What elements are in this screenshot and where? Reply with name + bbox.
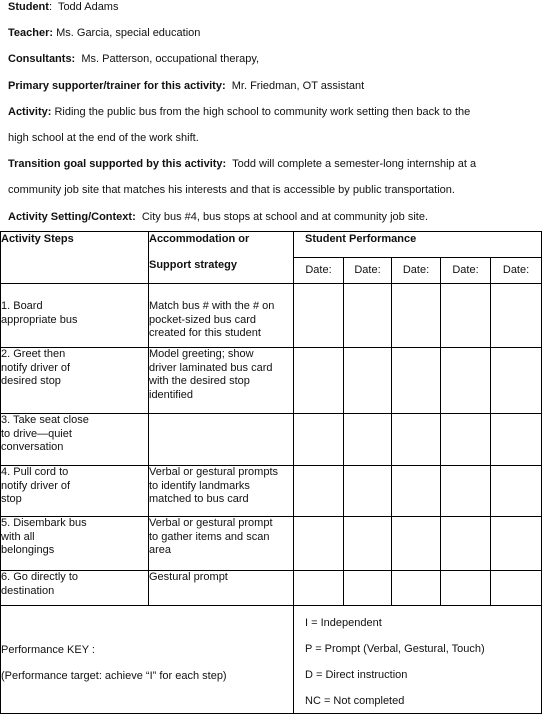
activity-value-1: Riding the public bus from the high school to community work setting then back to the bbox=[54, 106, 471, 118]
key-direct-instruction: D = Direct instruction bbox=[305, 669, 408, 681]
step-2-cell: 2. Greet then notify driver of desired stop bbox=[1, 348, 149, 414]
activity-steps-header: Activity Steps bbox=[1, 232, 149, 284]
setting-value: City bus #4, bus stops at school and at community job site. bbox=[141, 211, 429, 223]
activity-line-2 bbox=[8, 131, 536, 145]
header-row-1 bbox=[1, 232, 542, 258]
perf-3-5[interactable] bbox=[491, 414, 542, 466]
consultants-value: Ms. Patterson, occupational therapy, bbox=[81, 53, 260, 65]
activity-line bbox=[8, 105, 536, 119]
performance-key-legend bbox=[294, 606, 542, 714]
step-3-cell: 3. Take seat close to drive—quiet conversation bbox=[1, 414, 149, 466]
step-row-6 bbox=[1, 571, 542, 606]
step-row-2 bbox=[1, 348, 542, 414]
consultants-line bbox=[8, 52, 536, 66]
strategy-1-cell: Match bus # with the # on pocket-sized bus card created for this student bbox=[149, 284, 294, 348]
perf-4-4[interactable] bbox=[441, 466, 491, 517]
perf-5-4[interactable] bbox=[441, 517, 491, 571]
perf-4-5[interactable] bbox=[491, 466, 542, 517]
primary-supporter-value: Mr. Friedman, OT assistant bbox=[231, 80, 365, 92]
student-line: Student: Todd Adams bbox=[8, 1, 119, 13]
activity-plan-table bbox=[0, 231, 542, 714]
performance-key-cell bbox=[1, 606, 294, 714]
date-header-2: Date: bbox=[344, 258, 392, 284]
perf-1-3[interactable] bbox=[392, 284, 441, 348]
goal-line-2 bbox=[8, 183, 536, 197]
perf-1-5[interactable] bbox=[491, 284, 542, 348]
step-row-3 bbox=[1, 414, 542, 466]
performance-target: (Performance target: achieve “I” for each step) bbox=[1, 670, 227, 682]
perf-6-5[interactable] bbox=[491, 571, 542, 606]
strategy-3-cell bbox=[149, 414, 294, 466]
goal-label: Transition goal supported by this activity: bbox=[8, 158, 227, 170]
primary-supporter-line bbox=[8, 79, 536, 93]
perf-2-2[interactable] bbox=[344, 348, 392, 414]
perf-2-5[interactable] bbox=[491, 348, 542, 414]
step-5-cell: 5. Disembark bus with all belongings bbox=[1, 517, 149, 571]
perf-2-4[interactable] bbox=[441, 348, 491, 414]
perf-6-2[interactable] bbox=[344, 571, 392, 606]
activity-label: Activity: bbox=[8, 106, 52, 118]
perf-1-2[interactable] bbox=[344, 284, 392, 348]
student-performance-header: Student Performance bbox=[294, 232, 542, 258]
perf-3-2[interactable] bbox=[344, 414, 392, 466]
teacher-line bbox=[8, 26, 536, 40]
teacher-value: Ms. Garcia, special education bbox=[56, 27, 201, 39]
perf-4-2[interactable] bbox=[344, 466, 392, 517]
perf-6-1[interactable] bbox=[294, 571, 344, 606]
teacher-label: Teacher: bbox=[8, 27, 54, 39]
perf-5-3[interactable] bbox=[392, 517, 441, 571]
perf-5-5[interactable] bbox=[491, 517, 542, 571]
performance-key-title: Performance KEY : bbox=[1, 644, 95, 656]
accommodation-header: Accommodation or Support strategy bbox=[149, 232, 294, 284]
perf-2-1[interactable] bbox=[294, 348, 344, 414]
activity-value-2: high school at the end of the work shift. bbox=[8, 132, 199, 144]
student-label: Student bbox=[8, 1, 49, 13]
strategy-5-cell: Verbal or gestural prompt to gather items and scan area bbox=[149, 517, 294, 571]
step-row-4 bbox=[1, 466, 542, 517]
perf-1-4[interactable] bbox=[441, 284, 491, 348]
perf-4-1[interactable] bbox=[294, 466, 344, 517]
date-header-5: Date: bbox=[491, 258, 542, 284]
date-header-1: Date: bbox=[294, 258, 344, 284]
perf-5-1[interactable] bbox=[294, 517, 344, 571]
perf-3-1[interactable] bbox=[294, 414, 344, 466]
key-prompt: P = Prompt (Verbal, Gestural, Touch) bbox=[305, 643, 485, 655]
strategy-6-cell: Gestural prompt bbox=[149, 571, 294, 606]
strategy-4-cell: Verbal or gestural prompts to identify landmarks matched to bus card bbox=[149, 466, 294, 517]
step-row-1 bbox=[1, 284, 542, 348]
perf-3-4[interactable] bbox=[441, 414, 491, 466]
primary-supporter-label: Primary supporter/trainer for this activity: bbox=[8, 80, 226, 92]
perf-1-1[interactable] bbox=[294, 284, 344, 348]
goal-value-1: Todd will complete a semester-long internship at a bbox=[232, 158, 477, 170]
step-6-cell: 6. Go directly to destination bbox=[1, 571, 149, 606]
step-row-5 bbox=[1, 517, 542, 571]
step-1-cell: 1. Board appropriate bus bbox=[1, 284, 149, 348]
perf-5-2[interactable] bbox=[344, 517, 392, 571]
goal-line bbox=[8, 157, 536, 171]
student-value: Todd Adams bbox=[57, 1, 119, 13]
perf-6-3[interactable] bbox=[392, 571, 441, 606]
performance-key-row bbox=[1, 606, 542, 714]
key-not-completed: NC = Not completed bbox=[305, 695, 405, 707]
setting-label: Activity Setting/Context: bbox=[8, 211, 136, 223]
setting-line bbox=[8, 210, 536, 224]
perf-3-3[interactable] bbox=[392, 414, 441, 466]
consultants-label: Consultants: bbox=[8, 53, 76, 65]
perf-4-3[interactable] bbox=[392, 466, 441, 517]
perf-6-4[interactable] bbox=[441, 571, 491, 606]
step-4-cell: 4. Pull cord to notify driver of stop bbox=[1, 466, 149, 517]
goal-value-2: community job site that matches his interests and that is accessible by public transportation. bbox=[8, 184, 455, 196]
date-header-3: Date: bbox=[392, 258, 441, 284]
key-independent: I = Independent bbox=[305, 617, 382, 629]
strategy-2-cell: Model greeting; show driver laminated bus card with the desired stop identified bbox=[149, 348, 294, 414]
perf-2-3[interactable] bbox=[392, 348, 441, 414]
date-header-4: Date: bbox=[441, 258, 491, 284]
